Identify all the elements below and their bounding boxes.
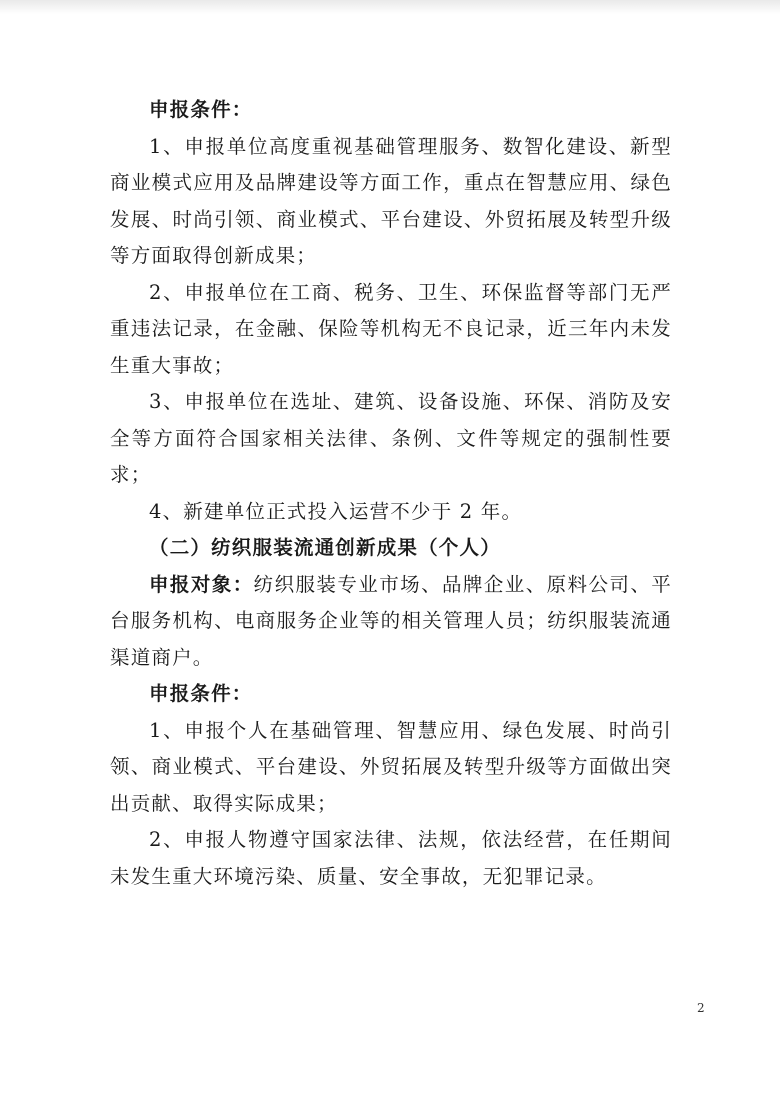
condition-1-1: 1、申报单位高度重视基础管理服务、数智化建设、新型商业模式应用及品牌建设等方面工作，重点在智慧应用、绿色发展、时尚引领、商业模式、平台建设、外贸拓展及转型升级等方面取得创新成果； <box>110 134 672 267</box>
condition-1-2: 2、申报单位在工商、税务、卫生、环保监督等部门无严重违法记录，在金融、保险等机构无不良记录，近三年内未发生重大事故； <box>110 280 672 377</box>
condition-2-1: 1、申报个人在基础管理、智慧应用、绿色发展、时尚引领、商业模式、平台建设、外贸拓展及转型升级等方面做出突出贡献、取得实际成果； <box>110 718 672 815</box>
scan-edge <box>0 0 780 14</box>
target-text: 纺织服装专业市场、品牌企业、原料公司、平台服务机构、电商服务企业等的相关管理人员；纺织服装流通渠道商户。 <box>110 572 672 669</box>
heading-conditions-2: 申报条件： <box>149 682 253 705</box>
condition-1-4: 4、新建单位正式投入运营不少于 2 年。 <box>149 499 523 523</box>
heading-conditions-1: 申报条件： <box>149 98 253 121</box>
condition-1-3: 3、申报单位在选址、建筑、设备设施、环保、消防及安全等方面符合国家相关法律、条例、文件等规定的强制性要求； <box>110 390 672 486</box>
target-paragraph <box>110 567 672 677</box>
page-number: 2 <box>697 1001 705 1015</box>
condition-2-2: 2、申报人物遵守国家法律、法规，依法经营，在任期间未发生重大环境污染、质量、安全事故，无犯罪记录。 <box>110 828 672 888</box>
section-title: （二）纺织服装流通创新成果（个人） <box>149 536 501 559</box>
body-text <box>110 92 672 895</box>
target-label: 申报对象： <box>149 572 254 596</box>
